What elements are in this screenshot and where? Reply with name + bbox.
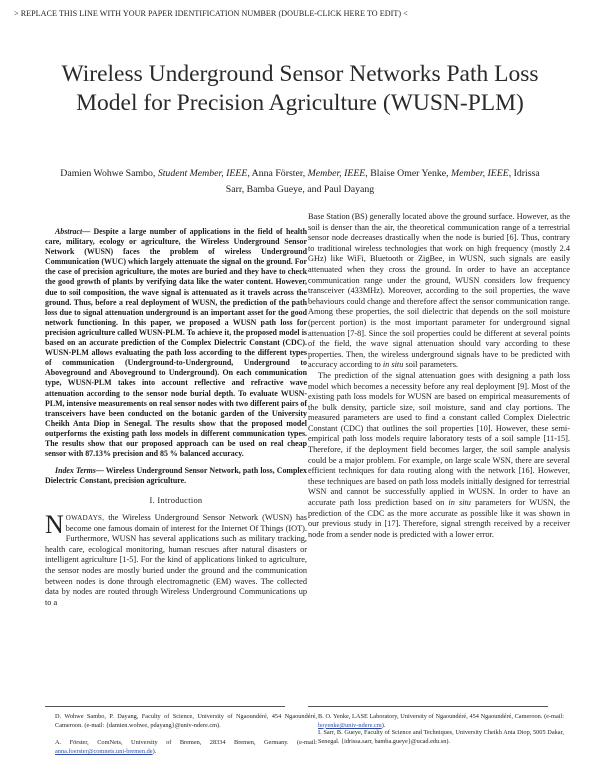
- email-link-foerster[interactable]: anna.foerster@comnets.uni-bremen.de: [55, 747, 153, 755]
- paper-title: Wireless Underground Sensor Networks Path Loss Model for Precision Agriculture (WUSN-PLM): [61, 61, 539, 116]
- footnote-right-1: [308, 713, 564, 731]
- intro-first-word: OWADAYS,: [65, 513, 105, 522]
- right-p2-text: The prediction of the signal attenuation goes with designing a path loss model which becomes a necessity before any real deployment [9]. Most of the existing path loss models for WUSN are based on empirical measurements of the bulk density, particle size, soil moisture, sand and clay portions. The measured parameters are used to find a constant called Complex Dielectric Constant (CDC) that outlines the soil properties [10]. However, these semi-empirical path loss models require laboratory tests of a soil sample [11-15]. Therefore, if the deployment field becomes larger, the soil sample analysis could be a major problem. For example, on large scale WSN, there are several efficient techniques for data routing along with the network [16]. However, these techniques are based on path loss models initially designed for terrestrial WSN and cannot be successfully applied in WUSN. In order to have an accurate path loss prediction based on: [308, 370, 570, 508]
- right-p2-end: parameters for WUSN, the prediction of the CDC as the more accurate as possible like it was shown in our previous study in [17]. Therefore, signal strength received by a receiver node from a sender node is predicted with a lower error.: [308, 498, 570, 539]
- index-terms-label: Index Terms: [55, 466, 96, 476]
- author-1: Damien Wohwe Sambo,: [60, 168, 156, 179]
- index-terms: [45, 466, 307, 486]
- author-2-role: Member, IEEE: [307, 168, 366, 179]
- header-text: > REPLACE THIS LINE WITH YOUR PAPER IDENTIFICATION NUMBER (DOUBLE-CLICK HERE TO EDIT) <: [14, 9, 408, 18]
- introduction-paragraph: [45, 509, 307, 608]
- abstract: [45, 227, 307, 459]
- author-4: , Idrissa Sarr, Bamba Gueye, and Paul Dayang: [225, 168, 540, 195]
- right-p1-emphasis: in situ: [382, 360, 404, 370]
- right-p1-end: soil parameters.: [403, 360, 458, 370]
- running-header: [14, 9, 594, 18]
- footnote-right-1-end: ).: [381, 721, 386, 729]
- index-terms-body: — Wireless Underground Sensor Network, path loss, Complex Dielectric Constant, precision agriculture.: [45, 466, 307, 486]
- right-p2-emphasis: in situ: [448, 498, 471, 508]
- abstract-label: Abstract: [55, 227, 83, 236]
- section-heading-introduction: I. Introduction: [149, 496, 203, 506]
- author-1-role: Student Member, IEEE: [157, 168, 248, 179]
- footnote-right-2: I. Sarr, B. Gueye, Faculty of Science and Techniques, University Cheikh Anta Diop, 5005 Dakar, Senegal. {idrissa.sarr, bamba.gueye}@ucad.edu.sn).: [318, 729, 564, 745]
- email-link-yenke[interactable]: boyenke@univ-ndere.cm: [318, 721, 382, 729]
- author-3: , Blaise Omer Yenke,: [365, 168, 449, 179]
- footnote-left-2: [45, 739, 317, 757]
- footnote-rule-left: [45, 706, 285, 707]
- footnote-left-2-text: A. Förster, ComNets, University of Bremen, 28334 Bremen, Germany. (e-mail:: [55, 739, 317, 746]
- author-2: , Anna Förster,: [247, 168, 306, 179]
- right-p1-text: Base Station (BS) generally located above the ground surface. However, as the soil is denser than the air, the theoretical communication range of a terrestrial sensor node decreases drastically when the node is buried [6]. Thus, contrary to traditional wireless technologies that work on high frequency (mostly 2.4 GHz) like WiFi, Bluetooth or ZigBee, in WUSN, such signals are easily attenuated when they cross the ground. In order to have an acceptance communication range under the ground, WUSN considers low frequency transceiver (433MHz). Moreover, according to the soil properties, the wave behaviours could change and therefore affect the sensor communication range. Among these properties, the soil dielectric that depends on the soil moisture (percent portion) is the most important parameter for underground signal attenuation [7-8]. Since the soil properties could be different at several points of the field, the wave signal attenuation should vary according to these properties. Then, the wireless underground signals have to be predicted with accuracy according to: [308, 212, 570, 370]
- author-list: [55, 166, 545, 198]
- drop-cap: N: [45, 509, 64, 539]
- footnote-rule-right: [308, 706, 548, 707]
- right-column: [308, 212, 570, 540]
- author-3-role: Member, IEEE: [451, 168, 509, 179]
- footnote-left-1: D. Wohwe Sambo, P. Dayang, Faculty of Science, University of Ngaoundéré, 454 Ngaoundéré, Cameroon. (e-mail: {damien.wohwe, pdayang}@univ-ndere.cm).: [55, 713, 317, 729]
- abstract-body: — Despite a large number of applications in the field of health care, military, ecology or agriculture, the Wireless Underground Sensor Network (WUSN) faces the problem of wireless Underground Communication (WUC) which largely attenuate the signal on the ground. For the case of precision agriculture, the motes are buried and they have to check the good growth of plants by verifying data like the water content. However, due to soil composition, the wave signal is attenuated as it travels across the ground. Thus, before a real deployment of WUSN, the prediction of the path loss due to signal attenuation underground is an important asset for the good network functioning. In this paper, we proposed a WUSN path loss for precision agriculture called WUSN-PLM. To achieve it, the proposed model is based on an accurate prediction of the Complex Dielectric Constant (CDC). WUSN-PLM allows evaluating the path loss according to the different types of communication (Underground-to-Underground, Underground to Aboveground and Aboveground to Underground). On each communication type, WUSN-PLM takes into account reflective and refractive wave attenuation according to the sensor node burial depth. To evaluate WUSN-PLM, intensive measurements on real sensor nodes with two different pairs of transceivers have been conducted on the botanic garden of the University Cheikh Anta Diop in Senegal. The results show that the proposed model outperforms the existing path loss models in different communication types. The results show that our proposed approach can be used on real cheap sensor with 87.13% precision and 85 % balanced accuracy.: [45, 227, 307, 459]
- footnote-left-2-end: ).: [152, 747, 157, 755]
- right-paragraph-2: [308, 371, 570, 541]
- footnote-right-1-text: B. O. Yenke, LASE Laboratory, University of Ngaoundéré, 454 Ngaoundéré, Cameroon. (e-mail:: [318, 713, 564, 720]
- intro-body: the Wireless Underground Sensor Network (WUSN) has become one famous domain of interest for the Internet Of Things (IOT). Furthermore, WUSN has several applications such as military tracking, health care, ecological monitoring, human rescues after natural disasters or intelligent agriculture [1-5]. For the kind of applications linked to agriculture, the sensor nodes are mostly buried under the ground and the communication between nodes is done through electromagnetic (EM) waves. The collected data by nodes are routed through Wireless Underground Communications up to a: [45, 512, 307, 607]
- left-column: [45, 227, 307, 608]
- right-paragraph-1: [308, 212, 570, 371]
